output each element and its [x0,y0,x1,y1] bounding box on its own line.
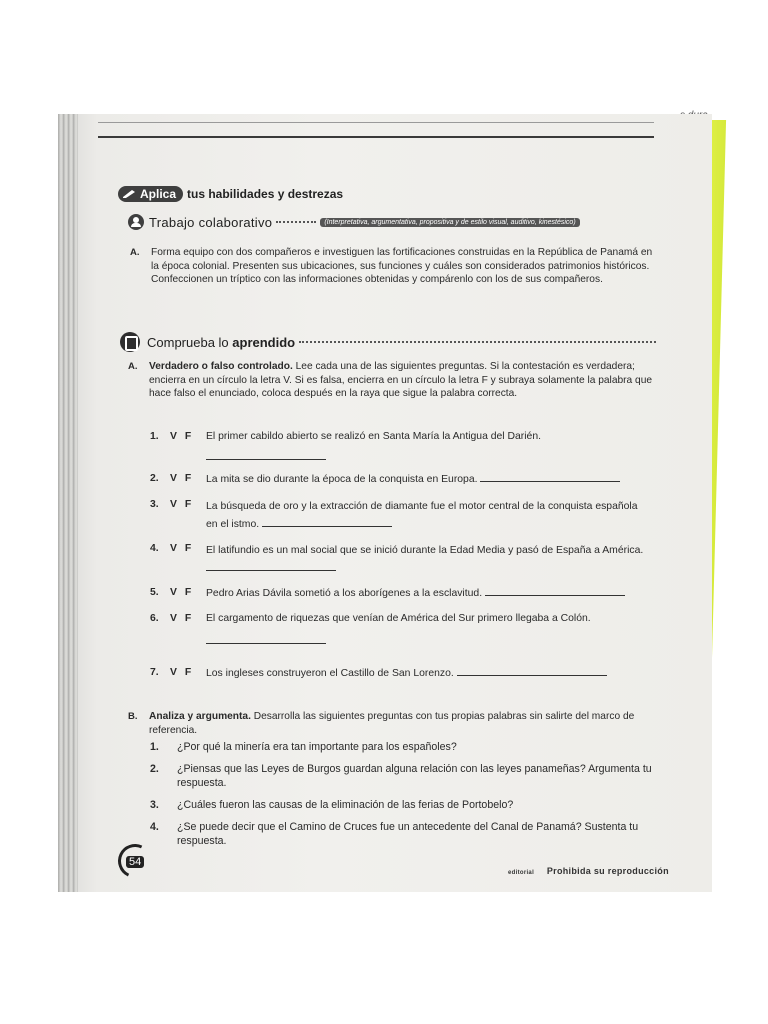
team-icon [128,214,144,230]
vf-options[interactable]: V F [170,499,192,510]
comprueba-bold: aprendido [232,334,296,350]
activity-b [128,710,683,737]
activity-text [149,710,683,737]
trabajo-header [128,214,668,230]
vf-item-6 [150,612,670,649]
vf-item-2 [150,472,660,487]
page-binding [58,114,78,892]
item-letter: A. [128,361,138,372]
activity-text: Forma equipo con dos compañeros e investiguen las fortificaciones construidas en la República de Panamá en la época colonial. Presenten sus ubicaciones, sus funciones y cuáles son considerados patrimonios históricos. Confeccionen un tríptico con las informaciones obtenidas y compárenlo con los de sus compañeros. [151,247,653,285]
answer-blank[interactable] [262,517,392,527]
item-number: 3. [150,499,159,510]
page-number: 54 [126,856,144,868]
dotted-leader [299,341,656,343]
vf-item-1 [150,430,650,465]
footer-notice [508,866,669,876]
question-number: 3. [150,799,159,811]
vf-item-7 [150,666,670,681]
dotted-leader [276,221,316,223]
item-number: 6. [150,613,159,624]
item-statement: El cargamento de riquezas que venían de América del Sur primero llegaba a Colón. [206,613,591,624]
footer-publisher: editorial [508,870,535,876]
textbook-page [58,114,712,892]
answer-blank[interactable] [457,666,607,676]
item-letter: A. [130,247,140,258]
pencil-icon [122,189,136,199]
question-text: ¿Por qué la minería era tan importante para los españoles? [177,741,457,753]
comprueba-header [120,332,660,352]
item-number: 5. [150,587,159,598]
aplica-badge-label: Aplica [140,187,177,201]
competencias-label: (Interpretativa, argumentativa, propositiva y de estilo visual, auditivo, kinestésico) [320,218,579,227]
item-statement: Pedro Arias Dávila sometió a los aborígenes a la esclavitud. [206,588,483,599]
activity-a-vf [128,360,663,401]
comprueba-prefix: Comprueba lo [147,334,229,350]
vf-options[interactable]: V F [170,667,192,678]
answer-blank[interactable] [206,561,336,571]
question-number: 1. [150,741,159,753]
answer-blank[interactable] [206,634,326,644]
vf-item-4 [150,542,650,578]
question-number: 2. [150,763,159,775]
top-rule-thin [98,122,654,123]
question-text: ¿Se puede decir que el Camino de Cruces fue un antecedente del Canal de Panamá? Sustenta tu respuesta. [177,821,639,847]
item-statement: Los ingleses construyeron el Castillo de San Lorenzo. [206,668,454,679]
item-statement: La mita se dio durante la época de la conquista en Europa. [206,474,478,485]
activity-lead: Analiza y argumenta. [149,711,251,722]
question-2 [150,762,670,790]
checklist-icon [120,332,140,352]
item-number: 1. [150,431,159,442]
question-3 [150,798,670,812]
question-text: ¿Piensas que las Leyes de Burgos guardan alguna relación con las leyes panameñas? Argumenta tu respuesta. [177,763,652,789]
answer-blank[interactable] [485,586,625,596]
activity-a-collab [130,246,660,287]
item-number: 4. [150,543,159,554]
activity-lead: Verdadero o falso controlado. [149,361,293,372]
aplica-subtitle: tus habilidades y destrezas [187,187,344,201]
activity-instructions: Desarrolla las siguientes preguntas con tus propias palabras sin salirte del marco de referencia. [149,711,635,736]
question-number: 4. [150,821,159,833]
vf-options[interactable]: V F [170,431,192,442]
item-statement: La búsqueda de oro y la extracción de diamante fue el motor central de la conquista española en el istmo. [206,501,638,530]
question-1 [150,740,670,754]
item-number: 7. [150,667,159,678]
item-statement: El latifundio es un mal social que se inició durante la Edad Media y pasó de España a América. [206,545,644,556]
vf-options[interactable]: V F [170,613,192,624]
vf-options[interactable]: V F [170,543,192,554]
vf-item-5 [150,586,670,601]
item-letter: B. [128,711,138,722]
item-number: 2. [150,473,159,484]
item-statement: El primer cabildo abierto se realizó en Santa María la Antigua del Darién. [206,431,541,442]
answer-blank[interactable] [480,472,620,482]
vf-options[interactable]: V F [170,473,192,484]
activity-text [149,360,663,401]
top-rule [98,136,654,138]
aplica-header [118,186,343,202]
footer-text: Prohibida su reproducción [546,866,669,876]
question-4 [150,820,680,848]
vf-item-3 [150,498,650,534]
vf-options[interactable]: V F [170,587,192,598]
comprueba-title [147,335,295,350]
trabajo-title: Trabajo colaborativo [149,214,273,230]
aplica-badge [118,186,183,202]
answer-blank[interactable] [206,450,326,460]
activity-instructions: Lee cada una de las siguientes preguntas. Si la contestación es verdadera; encierra en un círculo la letra V. Si es falsa, encierra en un círculo la letra F y subraya solamente la palabra que hace falso el enunciado, coloca después en la raya que sigue la palabra correcta. [149,361,653,399]
question-text: ¿Cuáles fueron las causas de la eliminación de las ferias de Portobelo? [177,799,514,811]
